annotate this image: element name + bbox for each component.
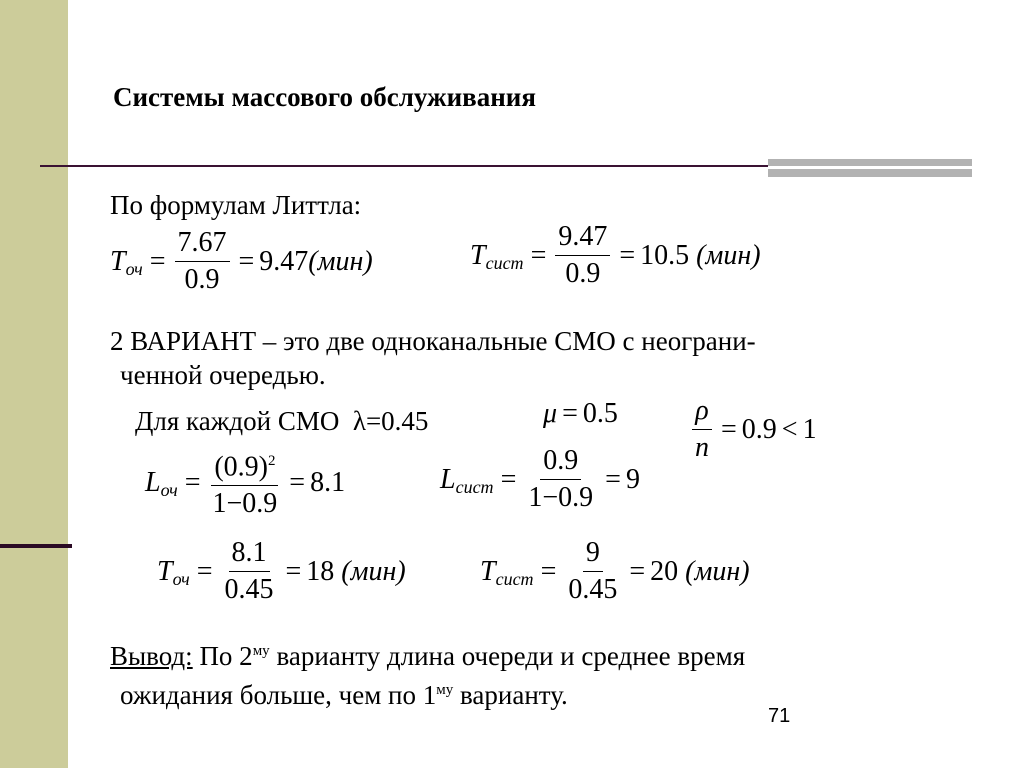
formula-t-och-variant2: T оч = $\frac{8.1}{0.45}$ = 18 (мин) (157, 537, 406, 605)
little-heading: По формулам Литтла: (110, 190, 362, 220)
formula-t-sist-variant2: T сист = $\frac{9}{0.45}$ = 20 (мин) (480, 537, 750, 605)
formula-l-och: L оч = $\frac{(0.9)^2}{1-0.9}$ = 8.1 (145, 446, 345, 519)
formula-mu: μ = 0.5 (543, 398, 618, 429)
page-number: 71 (768, 705, 791, 727)
formula-t-och-little: T оч = $\frac{7.67}{0.9}$ = 9.47 (мин) (110, 227, 373, 295)
title-rule-accent (768, 159, 972, 177)
formula-l-sist: L сист = $\frac{0.9}{1-0.9}$ = 9 (440, 445, 640, 513)
sidebar-divider (0, 544, 72, 548)
each-smo-label: Для каждой СМО λ=0.45 (135, 406, 429, 436)
formula-t-sist-little: T сист = $\frac{9.47}{0.9}$ = 10.5 (мин) (470, 221, 761, 289)
conclusion-label: Вывод: (110, 641, 193, 671)
slide-sidebar (0, 0, 68, 768)
slide-title: Системы массового обслуживания (113, 82, 536, 112)
conclusion-paragraph: Вывод: По $2^{му}$ варианту длина очереди и среднее время ожидания больше, чем по $1^{му}$ варианту. (110, 641, 746, 710)
formula-rho-n: $\frac{\rho}{n}$ = 0.9 < 1 (688, 396, 817, 463)
variant2-paragraph: 2 ВАРИАНТ – это две одноканальные СМО с неограни- ченной очередью. (110, 326, 756, 390)
